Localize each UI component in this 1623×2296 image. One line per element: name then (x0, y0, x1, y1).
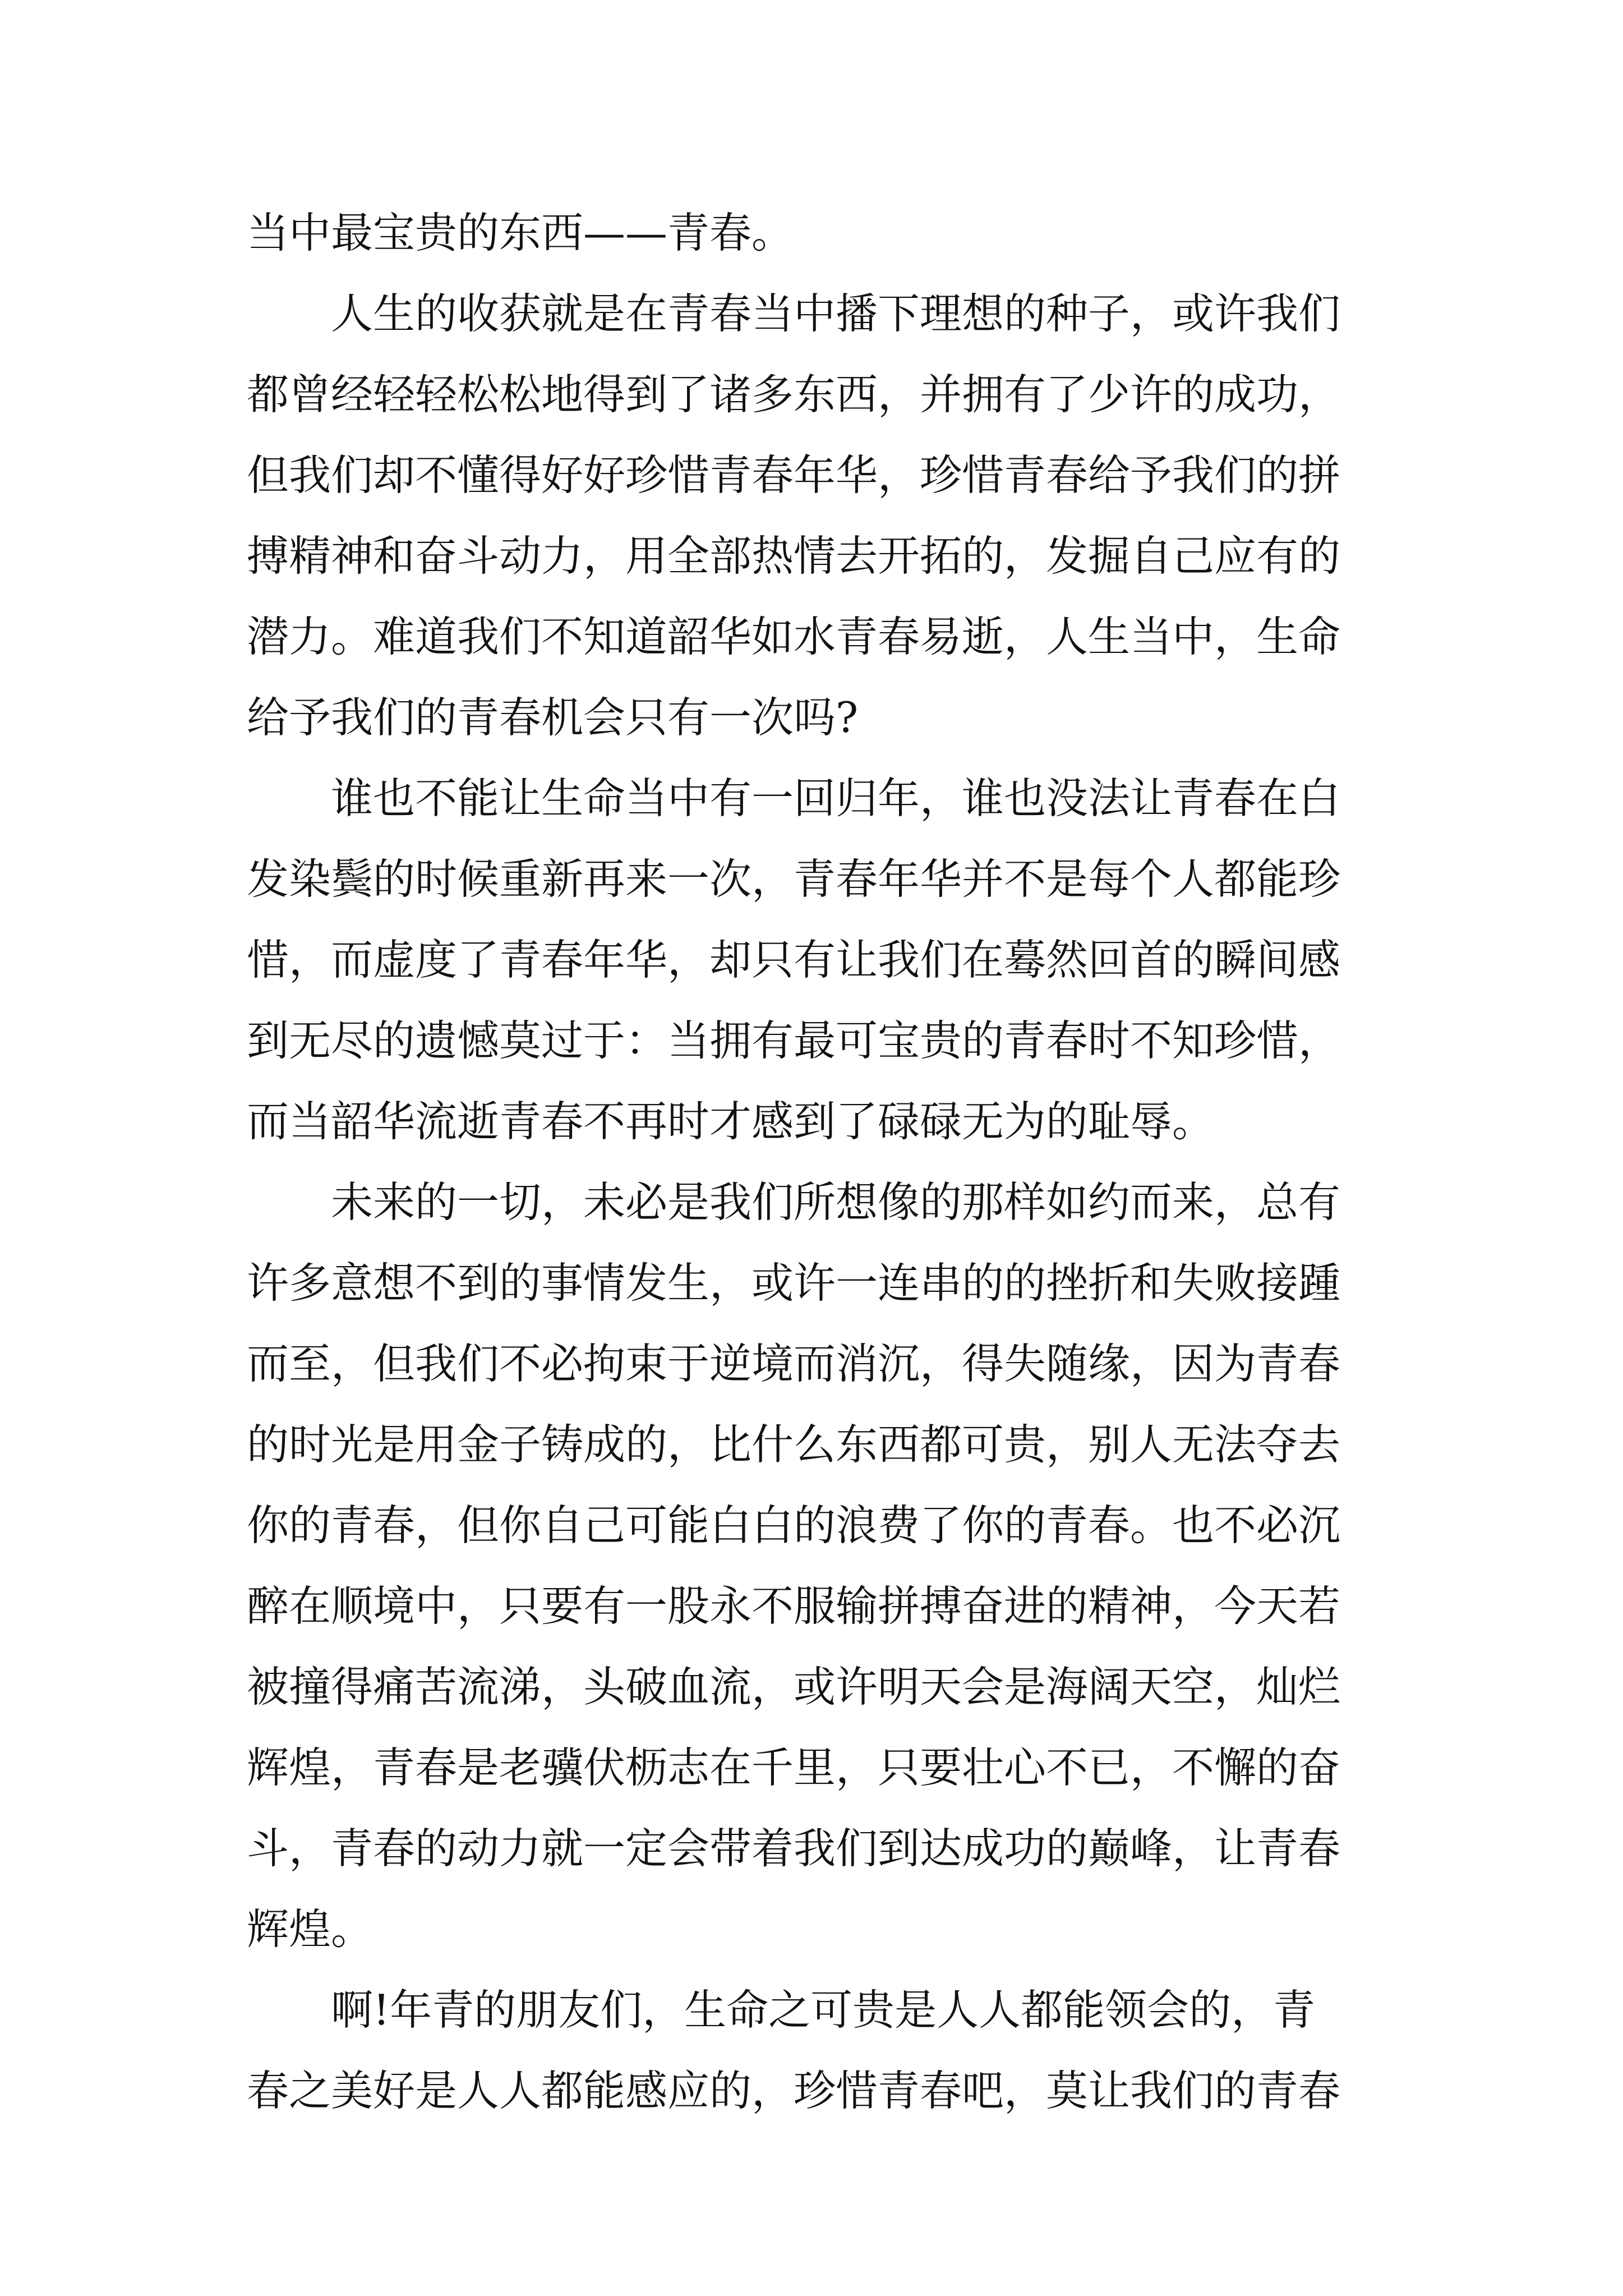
text-line: 的时光是用金子铸成的，比什么东西都可贵，别人无法夺去 (247, 1420, 1341, 1469)
text-line: 到无尽的遗憾莫过于：当拥有最可宝贵的青春时不知珍惜， (247, 1016, 1341, 1065)
paragraph-1 (247, 192, 1447, 273)
text-line: 都曾经轻轻松松地得到了诸多东西，并拥有了少许的成功， (247, 370, 1341, 419)
text-line: 发染鬓的时候重新再来一次，青春年华并不是每个人都能珍 (247, 854, 1341, 904)
text-line: 春之美好是人人都能感应的，珍惜青春吧，莫让我们的青春 (247, 2066, 1341, 2115)
text-line: 被撞得痛苦流涕，头破血流，或许明天会是海阔天空，灿烂 (247, 1662, 1341, 1711)
text-line: 潜力。难道我们不知道韶华如水青春易逝，人生当中，生命 (247, 612, 1341, 661)
essay-body (247, 192, 1447, 2131)
text-line: 当中最宝贵的东西——青春。 (247, 208, 794, 257)
text-line: 许多意想不到的事情发生，或许一连串的的挫折和失败接踵 (247, 1258, 1341, 1308)
text-line: 搏精神和奋斗动力，用全部热情去开拓的，发掘自己应有的 (247, 531, 1341, 581)
text-line: 给予我们的青春机会只有一次吗? (247, 693, 859, 742)
text-line: 斗，青春的动力就一定会带着我们到达成功的巅峰，让青春 (247, 1824, 1341, 1873)
text-line: 惜，而虚度了青春年华，却只有让我们在蓦然回首的瞬间感 (247, 935, 1341, 984)
paragraph-4 (247, 1162, 1447, 1970)
text-line: 谁也不能让生命当中有一回归年，谁也没法让青春在白 (331, 774, 1341, 823)
text-line: 而至，但我们不必拘束于逆境而消沉，得失随缘，因为青春 (247, 1339, 1341, 1388)
paragraph-2 (247, 273, 1447, 758)
text-line: 但我们却不懂得好好珍惜青春年华，珍惜青春给予我们的拼 (247, 450, 1341, 500)
text-line: 醉在顺境中，只要有一股永不服输拼搏奋进的精神，今天若 (247, 1581, 1341, 1631)
paragraph-3 (247, 758, 1447, 1162)
paragraph-5 (247, 1970, 1447, 2131)
text-line: 辉煌，青春是老骥伏枥志在千里，只要壮心不已，不懈的奋 (247, 1743, 1341, 1792)
text-line: 你的青春，但你自己可能白白的浪费了你的青春。也不必沉 (247, 1501, 1341, 1550)
text-line: 而当韶华流逝青春不再时才感到了碌碌无为的耻辱。 (247, 1097, 1215, 1146)
text-line: 啊!年青的朋友们，生命之可贵是人人都能领会的，青 (331, 1985, 1316, 2035)
text-line: 未来的一切，未必是我们所想像的那样如约而来，总有 (331, 1177, 1341, 1227)
text-line: 人生的收获就是在青春当中播下理想的种子，或许我们 (331, 289, 1341, 338)
text-line: 辉煌。 (247, 1904, 374, 1954)
